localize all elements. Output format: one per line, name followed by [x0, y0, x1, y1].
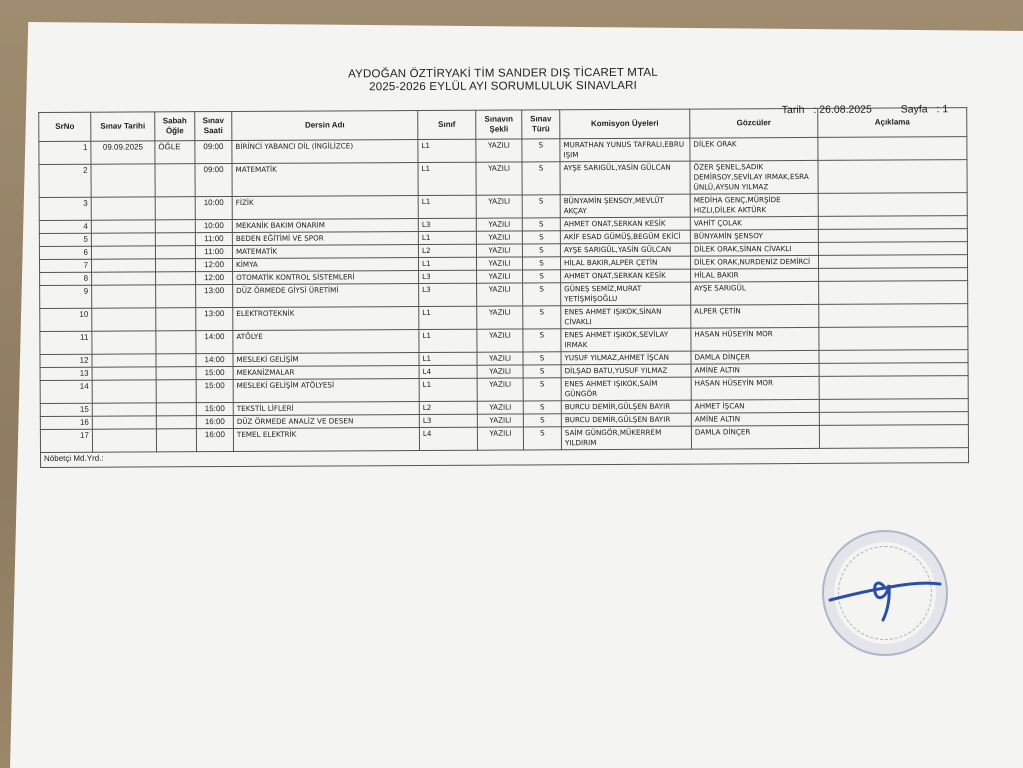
cell-exam-time: 15:00	[196, 402, 233, 415]
page-label: Sayfa	[900, 103, 928, 116]
cell-srno: 1	[39, 141, 91, 164]
cell-committee: BÜNYAMİN ŞENSOY,MEVLÜT AKÇAY	[560, 194, 690, 218]
cell-srno: 17	[40, 429, 92, 452]
column-header-notes: Açıklama	[818, 108, 967, 138]
cell-notes	[818, 216, 967, 230]
cell-period	[155, 164, 195, 197]
duty-assistant-label: Nöbetçi Md.Yrd.:	[41, 448, 969, 468]
cell-exam-date: 09.09.2025	[91, 141, 155, 164]
cell-class: L1	[419, 378, 477, 401]
cell-srno: 14	[40, 380, 92, 403]
date-label: Tarih	[781, 103, 805, 117]
cell-exam-date	[92, 331, 156, 354]
cell-class: L3	[418, 218, 476, 231]
cell-period	[155, 259, 195, 272]
cell-proctors: VAHİT ÇOLAK	[690, 216, 818, 230]
column-header-exam-form: Sınavın Şekli	[476, 110, 522, 139]
cell-course-name: MATEMATİK	[232, 163, 418, 197]
cell-committee: ENES AHMET IŞIKOK,SAİM GÜNGÖR	[561, 377, 691, 401]
cell-exam-form: YAZILI	[476, 162, 522, 195]
cell-committee: AYŞE SARIGÜL,YASİN GÜLCAN	[560, 243, 690, 257]
cell-committee: HİLAL BAKIR,ALPER ÇETİN	[560, 256, 690, 270]
cell-class: L3	[419, 270, 477, 283]
cell-class: L1	[418, 231, 476, 244]
cell-exam-time: 16:00	[196, 428, 233, 451]
cell-exam-date	[92, 380, 156, 403]
cell-exam-type: S	[523, 401, 561, 414]
cell-notes	[819, 281, 968, 305]
cell-exam-date	[92, 367, 156, 380]
cell-period: ÖĞLE	[155, 141, 195, 164]
cell-course-name: TEKSTİL LİFLERİ	[233, 402, 419, 416]
cell-exam-form: YAZILI	[477, 414, 523, 427]
cell-exam-time: 12:00	[195, 258, 232, 271]
document-meta	[776, 103, 949, 116]
cell-period	[156, 308, 196, 331]
cell-exam-form: YAZILI	[477, 306, 523, 329]
cell-period	[155, 197, 195, 220]
cell-class: L1	[419, 306, 477, 329]
signature-icon	[825, 560, 945, 630]
cell-exam-form: YAZILI	[477, 352, 523, 365]
cell-proctors: DAMLA DİNÇER	[691, 425, 819, 449]
cell-exam-time: 12:00	[196, 271, 233, 284]
cell-period	[155, 246, 195, 259]
cell-exam-type: S	[523, 427, 561, 450]
cell-class: L4	[419, 427, 477, 450]
cell-committee: MURATHAN YUNUS TAFRALI,EBRU IŞIM	[560, 138, 690, 162]
cell-proctors: DAMLA DİNÇER	[691, 350, 819, 364]
cell-proctors: ALPER ÇETİN	[691, 304, 819, 328]
cell-srno: 9	[40, 285, 92, 308]
cell-notes	[819, 327, 968, 351]
column-header-class: Sınıf	[418, 110, 476, 139]
cell-exam-form: YAZILI	[476, 218, 522, 231]
cell-committee: ENES AHMET IŞIKOK,SİNAN CİVAKLI	[561, 305, 691, 329]
cell-exam-type: S	[523, 306, 561, 329]
cell-exam-time: 13:00	[196, 284, 233, 307]
cell-course-name: OTOMATİK KONTROL SİSTEMLERİ	[233, 271, 419, 285]
cell-class: L3	[419, 414, 477, 427]
cell-exam-time: 14:00	[196, 330, 233, 353]
cell-period	[156, 380, 196, 403]
cell-exam-time: 15:00	[196, 366, 233, 379]
cell-course-name: ATÖLYE	[233, 330, 419, 354]
cell-exam-time: 14:00	[196, 353, 233, 366]
cell-srno: 13	[40, 367, 92, 380]
cell-srno: 8	[40, 272, 92, 285]
cell-course-name: DÜZ ÖRMEDE ANALİZ VE DESEN	[233, 415, 419, 429]
cell-course-name: BEDEN EĞİTİMİ VE SPOR	[232, 232, 418, 246]
school-name: AYDOĞAN ÖZTİRYAKİ TİM SANDER DIŞ TİCARET MTAL	[348, 66, 658, 81]
cell-notes	[818, 229, 967, 243]
cell-course-name: ELEKTROTEKNİK	[233, 307, 419, 331]
cell-srno: 5	[39, 233, 91, 246]
cell-srno: 11	[40, 331, 92, 354]
cell-notes	[819, 399, 968, 413]
cell-exam-type: S	[522, 162, 560, 195]
exam-title: 2025-2026 EYLÜL AYI SORUMLULUK SINAVLARI	[369, 79, 638, 94]
cell-exam-time: 09:00	[195, 140, 232, 163]
cell-notes	[818, 160, 967, 194]
column-header-committee: Komisyon Üyeleri	[560, 109, 690, 139]
column-header-course-name: Dersin Adı	[232, 111, 418, 141]
cell-notes	[819, 412, 968, 426]
cell-course-name: MATEMATİK	[232, 245, 418, 259]
cell-exam-date	[91, 220, 155, 233]
cell-class: L1	[418, 195, 476, 218]
cell-committee: AYŞE SARIGÜL,YASİN GÜLCAN	[560, 161, 690, 195]
cell-srno: 6	[39, 246, 91, 259]
cell-proctors: HİLAL BAKIR	[691, 268, 819, 282]
cell-exam-form: YAZILI	[476, 231, 522, 244]
cell-period	[156, 403, 196, 416]
column-header-exam-type: Sınav Türü	[522, 110, 560, 139]
cell-exam-date	[92, 308, 156, 331]
cell-srno: 4	[39, 220, 91, 233]
cell-notes	[819, 304, 968, 328]
cell-committee: ENES AHMET IŞIKOK,SEVİLAY IRMAK	[561, 328, 691, 352]
cell-exam-form: YAZILI	[477, 401, 523, 414]
cell-class: L1	[418, 257, 476, 270]
cell-period	[155, 220, 195, 233]
cell-exam-date	[91, 246, 155, 259]
cell-period	[156, 416, 196, 429]
page-value: : 1	[936, 103, 949, 116]
cell-proctors: AMİNE ALTIN	[691, 412, 819, 426]
cell-srno: 15	[40, 403, 92, 416]
cell-committee: YUSUF YILMAZ,AHMET İŞCAN	[561, 351, 691, 365]
cell-exam-date	[92, 403, 156, 416]
cell-notes	[819, 350, 968, 364]
cell-exam-form: YAZILI	[477, 270, 523, 283]
date-value: : 26.08.2025	[813, 103, 872, 116]
cell-notes	[818, 193, 967, 217]
cell-exam-time: 11:00	[195, 232, 232, 245]
cell-exam-form: YAZILI	[477, 283, 523, 306]
cell-exam-type: S	[522, 218, 560, 231]
cell-class: L2	[418, 244, 476, 257]
cell-exam-date	[92, 416, 156, 429]
cell-period	[156, 354, 196, 367]
cell-exam-date	[91, 164, 155, 197]
cell-exam-type: S	[522, 195, 560, 218]
cell-proctors: HASAN HÜSEYİN MOR	[691, 327, 819, 351]
cell-period	[155, 233, 195, 246]
cell-committee: AHMET ONAT,SERKAN KESİK	[560, 217, 690, 231]
cell-exam-type: S	[522, 139, 560, 162]
column-header-proctors: Gözcüler	[690, 108, 818, 138]
cell-exam-type: S	[523, 283, 561, 306]
cell-class: L3	[419, 283, 477, 306]
cell-course-name: BİRİNCİ YABANCI DİL (İNGİLİZCE)	[232, 140, 418, 164]
cell-srno: 16	[40, 416, 92, 429]
cell-exam-time: 16:00	[196, 415, 233, 428]
cell-proctors: DİLEK ORAK,SİNAN CİVAKLI	[690, 242, 818, 256]
cell-exam-time: 13:00	[196, 307, 233, 330]
cell-course-name: MESLEKİ GELİŞİM	[233, 353, 419, 367]
cell-course-name: KİMYA	[232, 258, 418, 272]
column-header-srno: SrNo	[39, 112, 91, 141]
document-title	[38, 65, 968, 96]
cell-class: L1	[419, 329, 477, 352]
cell-class: L2	[419, 401, 477, 414]
cell-exam-time: 09:00	[195, 163, 232, 196]
cell-exam-date	[91, 259, 155, 272]
cell-srno: 12	[40, 354, 92, 367]
cell-exam-date	[92, 354, 156, 367]
cell-exam-form: YAZILI	[476, 244, 522, 257]
table-row	[39, 160, 967, 198]
cell-class: L1	[419, 352, 477, 365]
cell-notes	[819, 425, 968, 449]
cell-period	[156, 272, 196, 285]
cell-notes	[818, 242, 967, 256]
cell-proctors: AHMET İŞCAN	[691, 399, 819, 413]
cell-period	[156, 367, 196, 380]
column-header-period: Sabah Öğle	[155, 112, 195, 141]
cell-exam-form: YAZILI	[476, 139, 522, 162]
cell-exam-form: YAZILI	[476, 195, 522, 218]
cell-notes	[818, 137, 967, 161]
cell-exam-type: S	[522, 244, 560, 257]
cell-exam-type: S	[523, 414, 561, 427]
cell-exam-form: YAZILI	[477, 329, 523, 352]
cell-proctors: MEDİHA GENÇ,MÜRŞİDE HIZLI,DİLEK AKTÜRK	[690, 193, 818, 217]
cell-class: L1	[418, 139, 476, 162]
cell-exam-date	[92, 429, 156, 452]
exam-table	[38, 107, 969, 468]
cell-proctors: HASAN HÜSEYİN MOR	[691, 376, 819, 400]
cell-committee: DİLŞAD BATU,YUSUF YILMAZ	[561, 364, 691, 378]
cell-committee: BURCU DEMİR,GÜLŞEN BAYIR	[561, 400, 691, 414]
cell-committee: AHMET ONAT,SERKAN KESİK	[561, 269, 691, 283]
cell-exam-date	[92, 285, 156, 308]
cell-exam-type: S	[523, 378, 561, 401]
cell-period	[156, 285, 196, 308]
cell-period	[156, 331, 196, 354]
cell-course-name: MESLEKİ GELİŞİM ATÖLYESİ	[233, 379, 419, 403]
cell-exam-type: S	[523, 352, 561, 365]
cell-exam-type: S	[522, 257, 560, 270]
cell-notes	[819, 268, 968, 282]
cell-exam-form: YAZILI	[477, 378, 523, 401]
cell-notes	[819, 363, 968, 377]
cell-course-name: FİZİK	[232, 196, 418, 220]
cell-proctors: BÜNYAMİN ŞENSOY	[690, 229, 818, 243]
cell-srno: 10	[40, 308, 92, 331]
cell-proctors: DİLEK ORAK,NURDENİZ DEMİRCİ	[690, 255, 818, 269]
cell-committee: BURCU DEMİR,GÜLŞEN BAYIR	[561, 413, 691, 427]
cell-committee: SAİM GÜNGÖR,MÜKERREM YILDIRIM	[561, 426, 691, 450]
cell-exam-time: 15:00	[196, 379, 233, 402]
cell-class: L4	[419, 365, 477, 378]
cell-committee: AKİF ESAD GÜMÜŞ,BEGÜM EKİCİ	[560, 230, 690, 244]
cell-exam-date	[91, 233, 155, 246]
document	[38, 65, 970, 468]
cell-course-name: MEKANİK BAKIM ONARIM	[232, 219, 418, 233]
cell-proctors: AYŞE SARIGÜL	[691, 281, 819, 305]
cell-notes	[819, 376, 968, 400]
cell-proctors: AMİNE ALTIN	[691, 363, 819, 377]
cell-exam-form: YAZILI	[476, 257, 522, 270]
cell-exam-date	[92, 272, 156, 285]
cell-exam-date	[91, 197, 155, 220]
cell-srno: 7	[39, 259, 91, 272]
cell-proctors: ÖZER ŞENEL,SADIK DEMİRSOY,SEVİLAY IRMAK,ESRA ÜNLÜ,AYSUN YILMAZ	[690, 160, 818, 194]
cell-notes	[818, 255, 967, 269]
column-header-exam-time: Sınav Saati	[195, 111, 232, 140]
cell-course-name: TEMEL ELEKTRİK	[233, 428, 419, 452]
cell-srno: 2	[39, 164, 91, 197]
cell-exam-time: 10:00	[195, 196, 232, 219]
cell-class: L1	[418, 162, 476, 195]
cell-exam-type: S	[523, 329, 561, 352]
cell-exam-type: S	[523, 365, 561, 378]
cell-exam-type: S	[522, 231, 560, 244]
cell-course-name: MEKANİZMALAR	[233, 366, 419, 380]
cell-exam-form: YAZILI	[477, 365, 523, 378]
cell-period	[156, 429, 196, 452]
cell-srno: 3	[39, 197, 91, 220]
cell-course-name: DÜZ ÖRMEDE GİYSİ ÜRETİMİ	[233, 284, 419, 308]
cell-committee: GÜNEŞ SEMİZ,MURAT YETİŞMİŞOĞLU	[561, 282, 691, 306]
cell-exam-time: 10:00	[195, 219, 232, 232]
cell-exam-type: S	[523, 270, 561, 283]
cell-exam-time: 11:00	[195, 245, 232, 258]
cell-exam-form: YAZILI	[477, 427, 523, 450]
column-header-exam-date: Sınav Tarihi	[91, 112, 155, 141]
cell-proctors: DİLEK ORAK	[690, 137, 818, 161]
